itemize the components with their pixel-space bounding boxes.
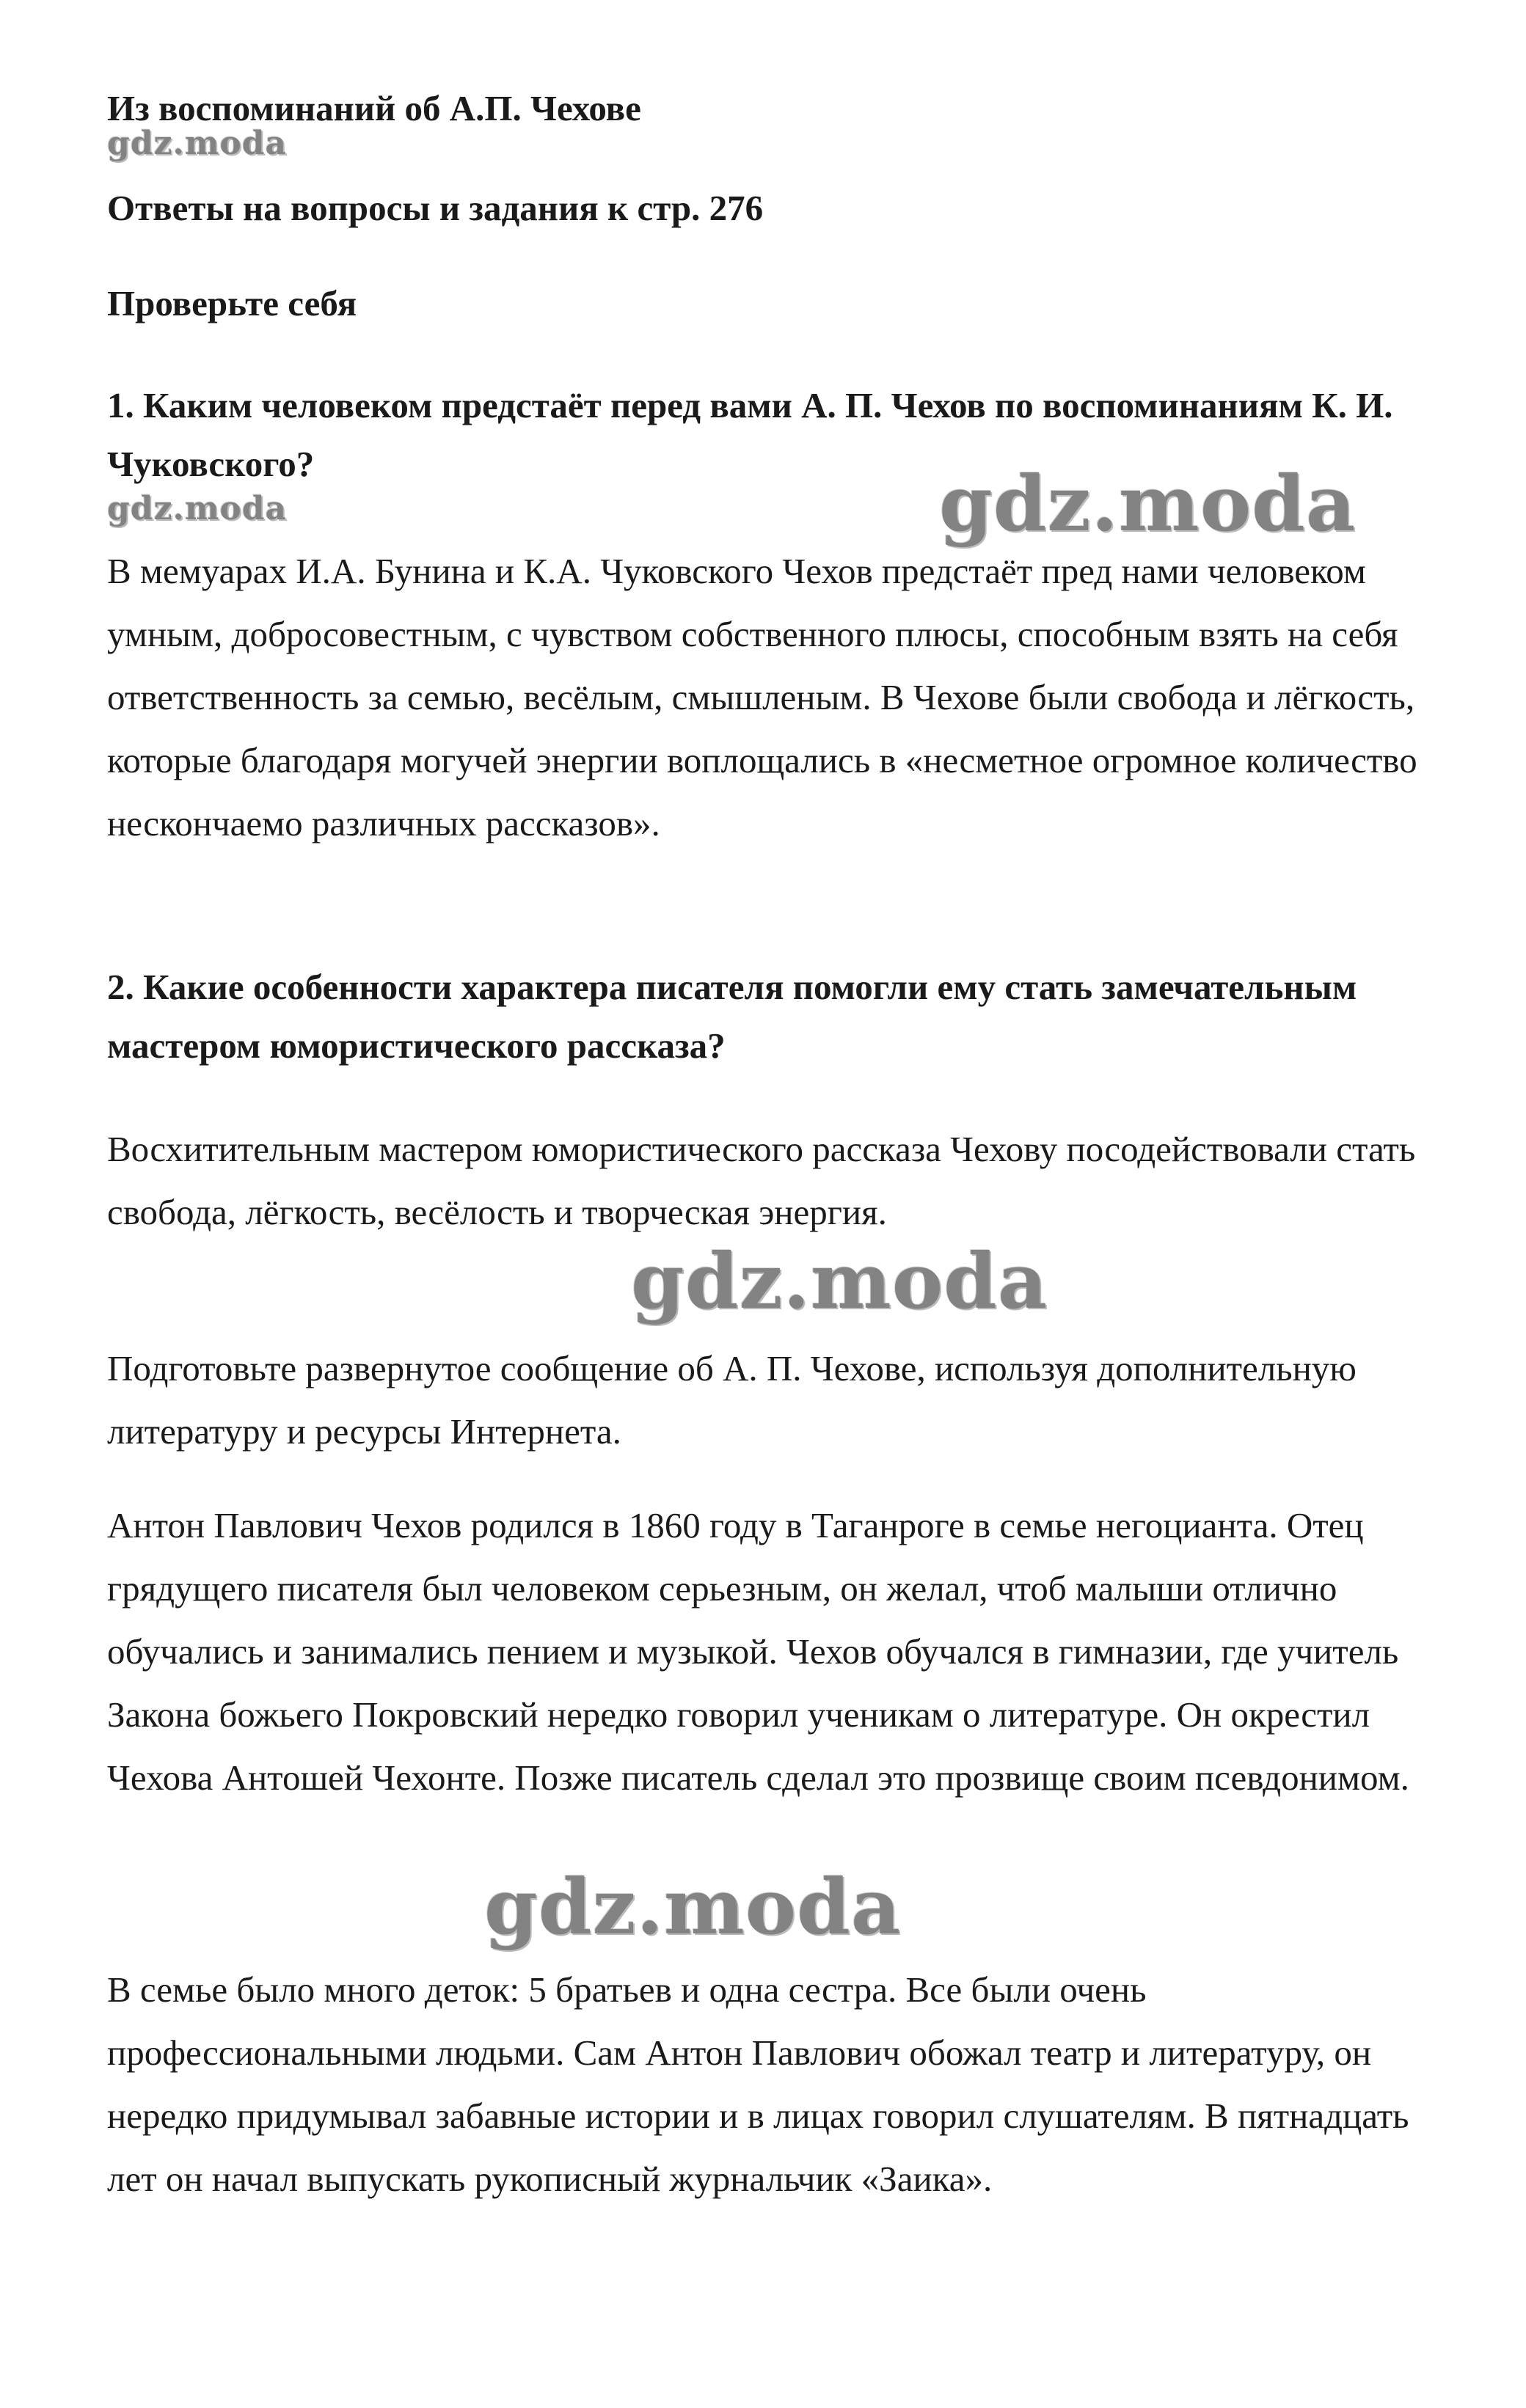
- watermark-middle: gdz.moda: [631, 1236, 1048, 1326]
- answer-1: В мемуарах И.А. Бунина и К.А. Чуковского Чехов предстаёт пред нами человеком умным, добросовестным, с чувством собственного плюсы, способным взять на себя ответственность за семью, весёлым, смышленым. В Чехове были свобода и лёгкость, которые благодаря могучей энергии воплощались в «несметное огромное количество нескончаемо различных рассказов».: [107, 551, 1417, 843]
- bio-paragraph-2: В семье было много деток: 5 братьев и одна сестра. Все были очень профессиональными людьми. Сам Антон Павлович обожал театр и литературу, он нередко придумывал забавные истории и в лицах говорил слушателям. В пятнадцать лет он начал выпускать рукописный журнальчик «Заика».: [107, 1969, 1409, 2199]
- document-subtitle: Ответы на вопросы и задания к стр. 276: [107, 188, 764, 228]
- document-title: Из воспоминаний об А.П. Чехове: [107, 88, 641, 128]
- watermark-right: gdz.moda: [939, 458, 1357, 549]
- section-heading: Проверьте себя: [107, 283, 357, 323]
- task-paragraph: Подготовьте развернутое сообщение об А. П. Чехове, используя дополнительную литературу и ресурсы Интернета.: [107, 1348, 1357, 1452]
- watermark-lower: gdz.moda: [484, 1862, 902, 1952]
- answer-2: Восхитительным мастером юмористического рассказа Чехову посодействовали стать свобода, лёгкость, весёлость и творческая энергия.: [107, 1129, 1416, 1232]
- bio-paragraph-1: Антон Павлович Чехов родился в 1860 году в Таганроге в семье негоцианта. Отец грядущего писателя был человеком серьезным, он желал, чтоб малыши отлично обучались и занимались пением и музыкой. Чехов обучался в гимназии, где учитель Закона божьего Покровский нередко говорил ученикам о литературе. Он окрестил Чехова Антошей Чехонте. Позже писатель сделал это прозвище своим псевдонимом.: [107, 1505, 1409, 1798]
- watermark-top: gdz.moda: [107, 125, 288, 162]
- question-2: 2. Какие особенности характера писателя помогли ему стать замечательным мастером юмористического рассказа?: [107, 967, 1357, 1066]
- watermark-left: gdz.moda: [107, 490, 288, 527]
- question-1: 1. Каким человеком предстаёт перед вами А. П. Чехов по воспоминаниям К. И. Чуковского?: [107, 385, 1393, 484]
